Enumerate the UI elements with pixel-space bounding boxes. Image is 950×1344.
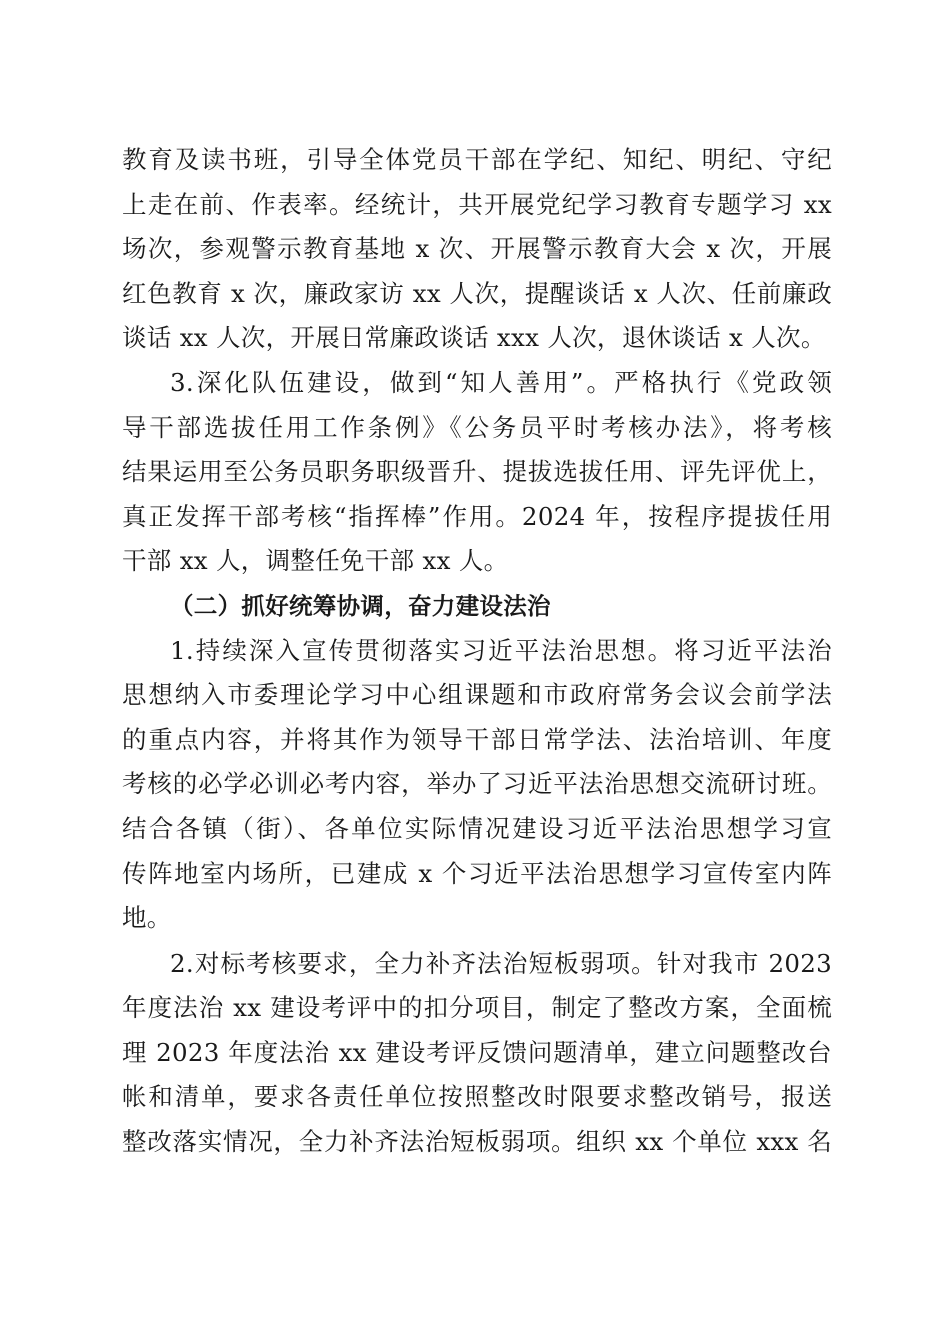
body-text-line: 红色教育 x 次，廉政家访 xx 人次，提醒谈话 x 人次、任前廉政: [122, 278, 832, 308]
body-text-line: 的重点内容，并将其作为领导干部日常学法、法治培训、年度: [122, 724, 832, 754]
body-text-line: 谈话 xx 人次，开展日常廉政谈话 xxx 人次，退休谈话 x 人次。: [122, 323, 826, 353]
section-heading: （二）抓好统筹协调，奋力建设法治: [170, 591, 551, 620]
body-text-line: 整改落实情况，全力补齐法治短板弱项。组织 xx 个单位 xxx 名: [122, 1127, 832, 1157]
body-text-line: 真正发挥干部考核“指挥棒”作用。2024 年，按程序提拔任用: [122, 501, 832, 531]
body-text-line: 地。: [122, 903, 172, 933]
body-text-line: 年度法治 xx 建设考评中的扣分项目，制定了整改方案，全面梳: [122, 993, 832, 1023]
body-text-line: 导干部选拔任用工作条例》《公务员平时考核办法》，将考核: [122, 412, 832, 442]
body-text-line: 帐和清单，要求各责任单位按照整改时限要求整改销号，报送: [122, 1082, 832, 1112]
body-text-line: 场次，参观警示教育基地 x 次、开展警示教育大会 x 次，开展: [122, 234, 832, 264]
paragraph-first-line: 1.持续深入宣传贯彻落实习近平法治思想。将习近平法治: [170, 635, 832, 665]
body-text-line: 传阵地室内场所，已建成 x 个习近平法治思想学习宣传室内阵: [122, 858, 832, 888]
body-text-line: 干部 xx 人，调整任免干部 xx 人。: [122, 546, 509, 576]
paragraph-first-line: 2.对标考核要求，全力补齐法治短板弱项。针对我市 2023: [170, 948, 832, 978]
body-text-line: 理 2023 年度法治 xx 建设考评反馈问题清单，建立问题整改台: [122, 1037, 832, 1067]
body-text-line: 考核的必学必训必考内容，举办了习近平法治思想交流研讨班。: [122, 769, 832, 799]
body-text-line: 教育及读书班，引导全体党员干部在学纪、知纪、明纪、守纪: [122, 145, 832, 174]
body-text-line: 上走在前、作表率。经统计，共开展党纪学习教育专题学习 xx: [122, 189, 832, 219]
paragraph-first-line: 3.深化队伍建设，做到“知人善用”。严格执行《党政领: [170, 367, 832, 397]
body-text-line: 结果运用至公务员职务职级晋升、提拔选拔任用、评先评优上，: [122, 457, 832, 487]
body-text-line: 结合各镇（街）、各单位实际情况建设习近平法治思想学习宣: [122, 813, 832, 843]
body-text-line: 思想纳入市委理论学习中心组课题和市政府常务会议会前学法: [122, 680, 832, 710]
